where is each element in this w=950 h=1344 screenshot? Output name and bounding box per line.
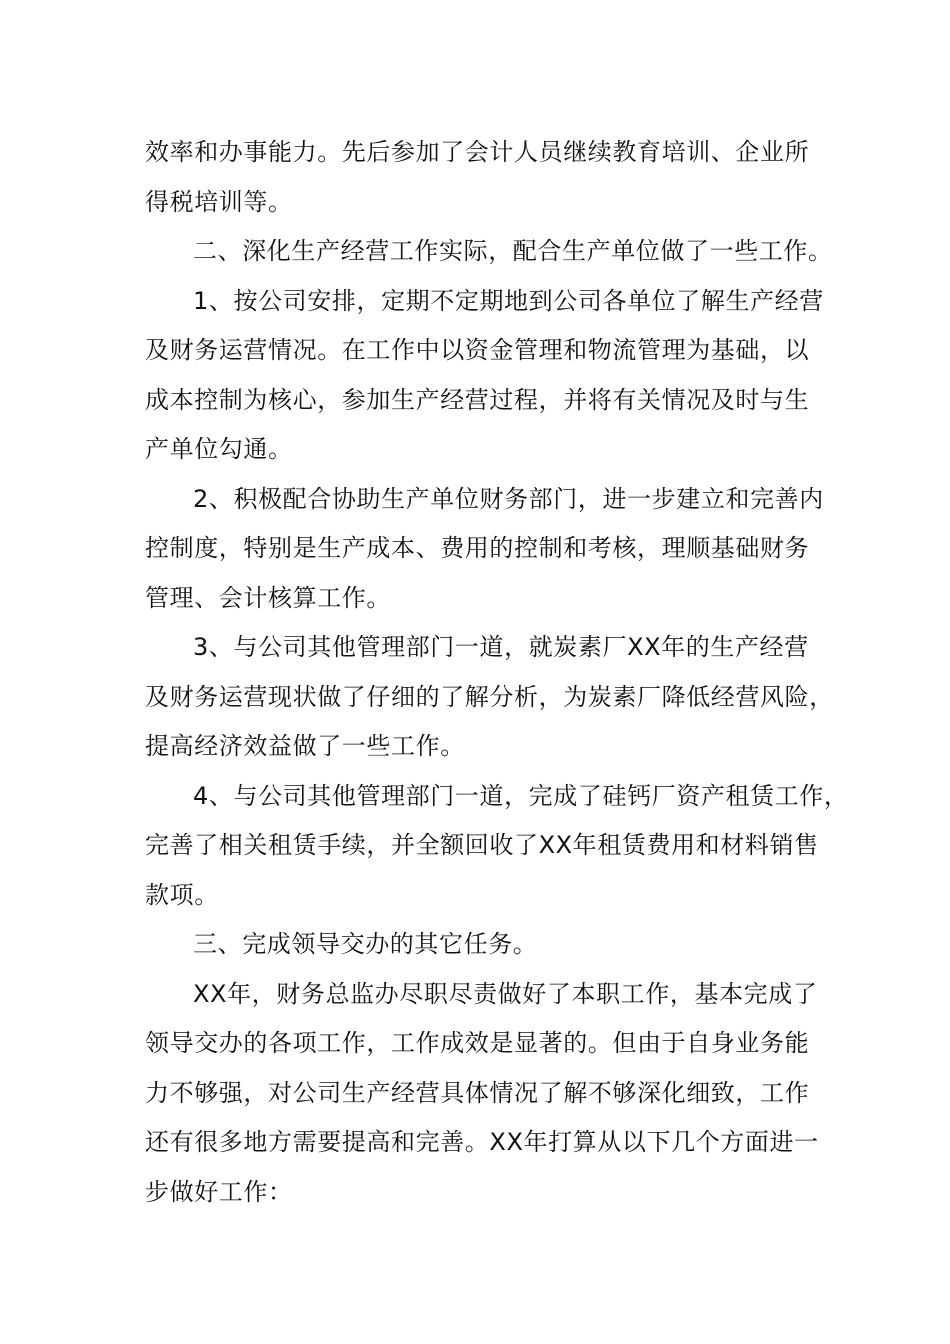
- text-line: 力不够强，对公司生产经营具体情况了解不够深化细致，工作: [145, 1078, 810, 1107]
- text-line: 3、与公司其他管理部门一道，就炭素厂XX年的生产经营: [193, 633, 809, 661]
- text-line: 二、深化生产经营工作实际，配合生产单位做了一些工作。: [193, 237, 833, 265]
- text-line: XX年，财务总监办尽职尽责做好了本职工作，基本完成了: [193, 979, 818, 1008]
- text-line: 提高经济效益做了一些工作。: [145, 732, 465, 760]
- text-line: 管理、会计核算工作。: [145, 583, 391, 612]
- text-line: 领导交办的各项工作，工作成效是显著的。但由于自身业务能: [145, 1029, 810, 1057]
- body-text: [145, 128, 849, 1217]
- text-line: 产单位勾通。: [145, 435, 293, 463]
- text-line: 步做好工作：: [145, 1177, 293, 1206]
- text-line: 效率和办事能力。先后参加了会计人员继续教育培训、企业所: [145, 138, 810, 166]
- text-line: 4、与公司其他管理部门一道，完成了硅钙厂资产租赁工作，: [193, 781, 849, 810]
- text-line: 控制度，特别是生产成本、费用的控制和考核，理顺基础财务: [145, 534, 810, 562]
- text-line: 完善了相关租赁手续，并全额回收了XX年租赁费用和材料销售: [145, 831, 819, 859]
- text-line: 及财务运营现状做了仔细的了解分析，为炭素厂降低经营风险，: [145, 682, 834, 711]
- text-line: 三、完成领导交办的其它任务。: [193, 930, 538, 958]
- text-line: 款项。: [145, 880, 219, 909]
- text-line: 及财务运营情况。在工作中以资金管理和物流管理为基础，以: [145, 336, 810, 364]
- text-line: 2、积极配合协助生产单位财务部门，进一步建立和完善内: [193, 484, 824, 513]
- text-line: 成本控制为核心，参加生产经营过程，并将有关情况及时与生: [145, 385, 810, 414]
- text-line: 得税培训等。: [145, 187, 293, 216]
- text-line: 还有很多地方需要提高和完善。XX年打算从以下几个方面进一: [145, 1128, 819, 1156]
- text-line: 1、按公司安排，定期不定期地到公司各单位了解生产经营: [193, 286, 824, 315]
